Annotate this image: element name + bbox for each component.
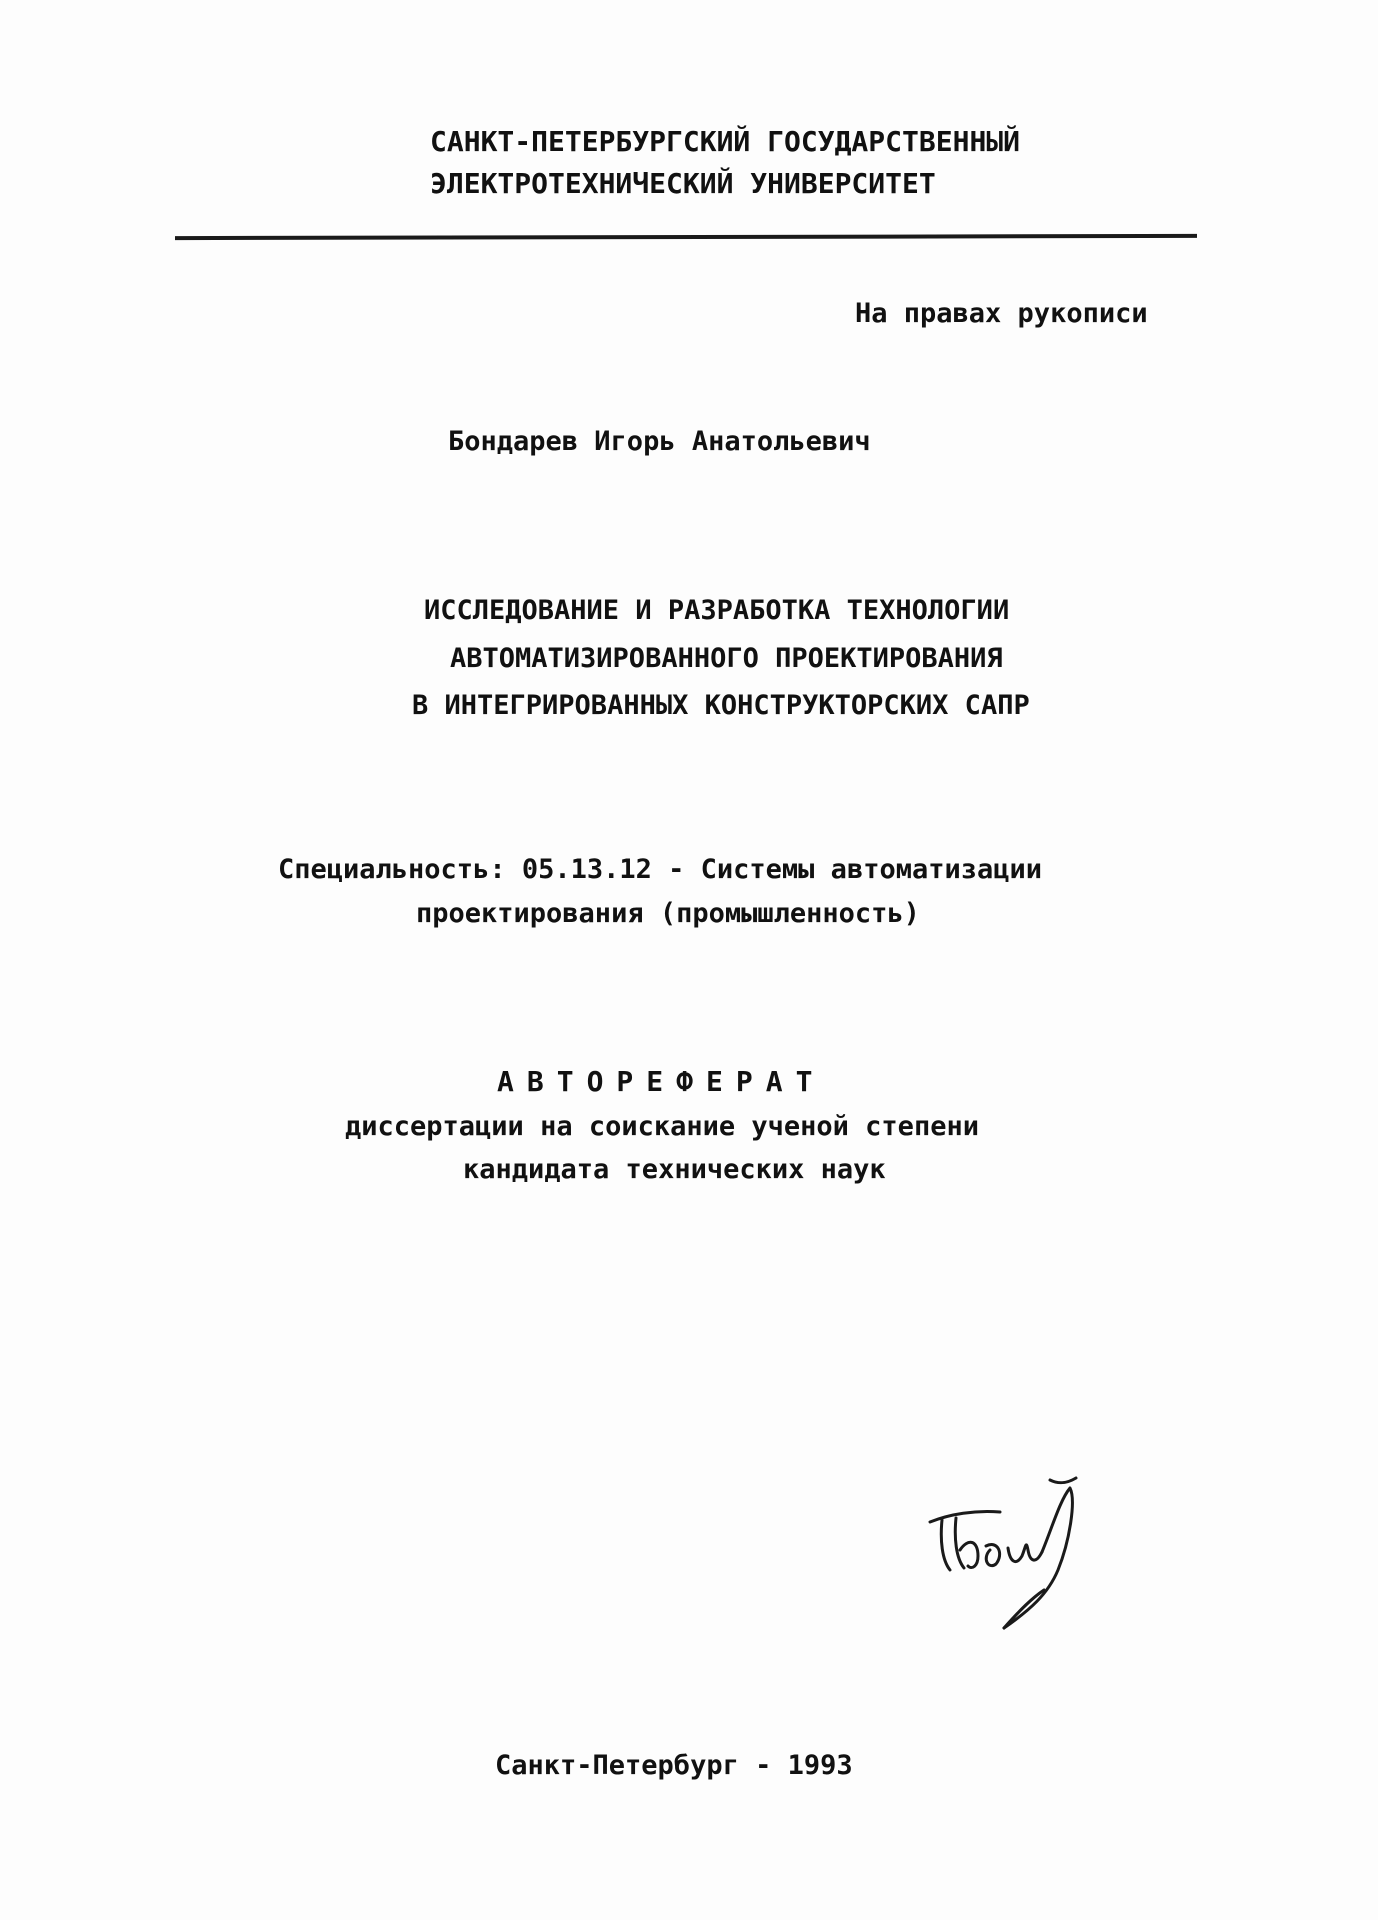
author-name: Бондарев Игорь Анатольевич xyxy=(448,426,871,457)
thesis-title-line-3: В ИНТЕГРИРОВАННЫХ КОНСТРУКТОРСКИХ САПР xyxy=(412,690,1030,721)
handwritten-signature-icon xyxy=(920,1470,1090,1640)
abstract-heading: АВТОРЕФЕРАТ xyxy=(497,1065,826,1098)
university-name-line-2: ЭЛЕКТРОТЕХНИЧЕСКИЙ УНИВЕРСИТЕТ xyxy=(430,167,936,200)
manuscript-rights-note: На правах рукописи xyxy=(855,298,1148,329)
thesis-title-line-1: ИССЛЕДОВАНИЕ И РАЗРАБОТКА ТЕХНОЛОГИИ xyxy=(424,595,1010,626)
thesis-title-line-2: АВТОМАТИЗИРОВАННОГО ПРОЕКТИРОВАНИЯ xyxy=(450,643,1003,674)
university-name-line-1: САНКТ-ПЕТЕРБУРГСКИЙ ГОСУДАРСТВЕННЫЙ xyxy=(430,125,1021,158)
specialty-line-1: Специальность: 05.13.12 - Системы автоматизации xyxy=(278,854,1043,885)
header-divider xyxy=(175,234,1197,240)
city-and-year: Санкт-Петербург - 1993 xyxy=(495,1750,853,1781)
abstract-description-line-1: диссертации на соискание ученой степени xyxy=(345,1111,979,1142)
abstract-description-line-2: кандидата технических наук xyxy=(463,1154,886,1185)
specialty-line-2: проектирования (промышленность) xyxy=(416,898,920,929)
